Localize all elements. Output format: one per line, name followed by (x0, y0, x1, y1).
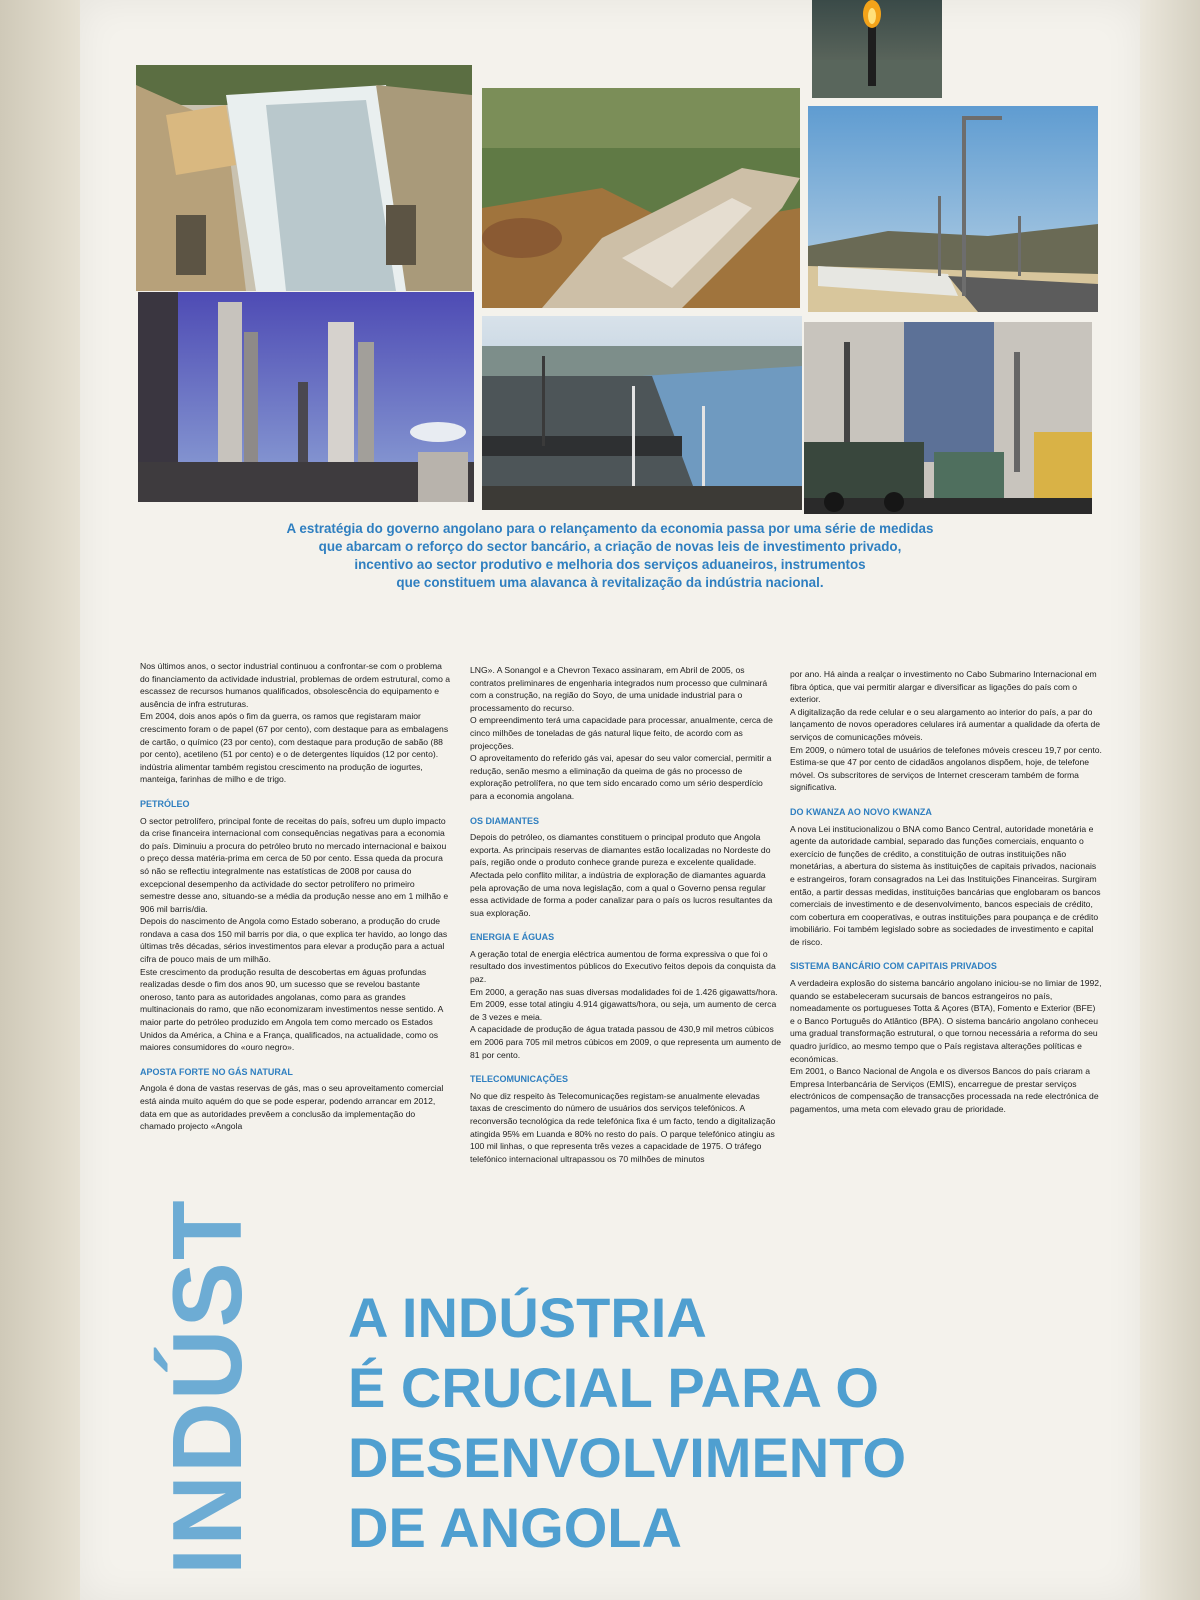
photo-river-canyon (482, 88, 800, 308)
paragraph: Em 2001, o Banco Nacional de Angola e os diversos Bancos do país criaram a Empresa Interbancária de Serviços (EMIS), encarregue de prestar serviços electrónicos de compensação de transacções processada na rede electrónica de pagamentos, uma meta com elevado grau de prioridade. (790, 1066, 1099, 1114)
section-heading-gas: APOSTA FORTE NO GÁS NATURAL (140, 1066, 293, 1077)
paragraph: A nova Lei institucionalizou o BNA como Banco Central, autoridade monetária e agente da autoridade cambial, separado das funções comerciais, enquanto o exercício de funções de crédito, a constituição de outras instituições não monetárias, a abertura do sistema às instituições de capitais privados, nacionais e estrangeiros, foram consagrados na Lei das Instituições Financeiras. Surgiram então, a partir dessas medidas, instituições bancárias que englobaram os bancos comerciais de investimento e de desenvolvimento, bancos especiais de crédito, com cobertura em cooperativas, e outras instituições para poupança e de crédito imobiliário. Foi também legislado sobre as sociedades de investimento e capital de risco. (790, 823, 1101, 947)
text-column-1 (140, 660, 452, 1133)
photo-refinery (138, 292, 474, 502)
section-heading-energia: ENERGIA E ÁGUAS (470, 932, 555, 943)
paragraph: A verdadeira explosão do sistema bancário angolano iniciou-se no limiar de 1992, quando se estabeleceram sucursais de bancos estrangeiros no país, nomeadamente os portugueses Totta & Açores (BTA), Fomento e Exterior (BFE) e o Banco Português do Atlântico (BPA). O sistema bancário angolano conheceu uma gradual transformação estrutural, o que tornou necessária a reforma do seu quadro jurídico, ao mesmo tempo que o País registava alterações políticas e económicas. (790, 978, 1102, 1064)
paragraph: Angola é dona de vastas reservas de gás, mas o seu aproveitamento comercial está ainda muito aquém do que se pode esperar, podendo arrancar em 2012, data em que as autoridades prevêem a conclusão da implementação do chamado projecto «Angola (140, 1083, 444, 1132)
wall-left (0, 0, 80, 1600)
paragraph: Em 2000, a geração nas suas diversas modalidades foi de 1.426 gigawatts/hora. Em 2009, esse total atingiu 4.914 gigawatts/hora, ou seja, um aumento de cerca de 3 vezes e meia. (470, 986, 778, 1022)
vertical-word: INDÚST (152, 1198, 262, 1575)
paragraph: Este crescimento da produção resulta de descobertas em águas profundas realizadas desde o fim dos anos 90, um sucesso que se revelou bastante oneroso, tanto para as autoridades angolanas, como para as grandes multinacionais do ramo, que não economizaram investimentos nesse sentido. A maior parte do petróleo produzido em Angola tem como mercado os Estados Unidos da América, a China e a França, qualificados, na actualidade, como os maiores consumidores do «ouro negro». (140, 966, 443, 1053)
photo-trucks-cranes (804, 322, 1092, 514)
section-heading-petroleo: PETRÓLEO (140, 798, 190, 809)
text-column-2 (470, 664, 782, 1165)
paragraph: O aproveitamento do referido gás vai, apesar do seu valor comercial, permitir a redução, senão mesmo a eliminação da queima de gás no processo de exploração petrolífera, no que tem sido encarado como um sério desperdício para a economia angolana. (470, 753, 772, 801)
paragraph: Em 2009, o número total de usuários de telefones móveis cresceu 19,7 por cento. Estima-se que 47 por cento de cidadãos angolanos dispõem, hoje, de telefone móvel. Os subscritores de serviços de Internet cresceram também de forma significativa. (790, 744, 1102, 793)
section-heading-diamantes: OS DIAMANTES (470, 815, 540, 826)
paragraph: Depois do nascimento de Angola como Estado soberano, a produção do crude rondava a casa dos 150 mil barris por dia, o que explica ter havido, ao longo das últimas três décadas, sérios investimentos para elevar a produção para a actual cifra de pouco mais de um milhão. (140, 916, 448, 965)
section-heading-kwanza: DO KWANZA AO NOVO KWANZA (790, 806, 932, 817)
headline-line: DESENVOLVIMENTO (348, 1426, 907, 1489)
paragraph: A geração total de energia eléctrica aumentou de forma expressiva o que foi o resultado dos investimentos públicos do Executivo feitos depois da conquista da paz. (470, 948, 776, 985)
headline (348, 1283, 1048, 1563)
paragraph: Afectada pelo conflito militar, a indústria de exploração de diamantes aguarda pela aprovação de uma nova legislação, com a qual o Governo pensa regular essa actividade de forma a poder canalizar para o país os lucros resultantes da sua exploração. (470, 869, 773, 918)
wall-right (1140, 0, 1200, 1600)
intro-line: que constituem uma alavanca à revitalização da indústria nacional. (396, 575, 824, 590)
paragraph: Depois do petróleo, os diamantes constituem o principal produto que Angola exporta. As principais reservas de diamantes estão localizadas no Nordeste do país, região onde o produto conhece grande pureza e excelente qualidade. (470, 832, 771, 868)
photo-port-ships (482, 316, 802, 510)
photo-dam-spillway (136, 65, 472, 291)
intro-text (230, 520, 990, 592)
paragraph: por ano. Há ainda a realçar o investimento no Cabo Submarino Internacional em fibra óptica, que vai permitir alargar e diversificar as ligações do país com o exterior. (790, 669, 1097, 705)
headline-line: É CRUCIAL PARA O (348, 1356, 879, 1419)
section-heading-telecom: TELECOMUNICAÇÕES (470, 1074, 569, 1085)
paragraph: No que diz respeito às Telecomunicações registam-se anualmente elevadas taxas de crescimento do número de usuários dos serviços telefónicos. A reconversão tecnológica da rede telefónica fixa é um facto, tendo a digitalização atingida 95% em Luanda e 80% no resto do país. O parque telefónico atingiu as 100 mil linhas, o que representa três vezes a capacidade de 1975. O tráfego telefónico internacional ultrapassou os 70 milhões de minutos (470, 1090, 776, 1164)
paragraph: Em 2004, dois anos após o fim da guerra, os ramos que registaram maior crescimento foram o de papel (67 por cento), com destaque para as embalagens de cartão, o químico (23 por cento), com destaque para produção de sabão (88 por cento), acetileno (51 por cento) e o de detergentes líquidos (12 por cento). indústria alimentar também registou crescimento na produção de iogurtes, manteiga, farinhas de milho e de trigo. (140, 711, 449, 785)
intro-line: A estratégia do governo angolano para o relançamento da economia passa por uma série de medidas (286, 521, 934, 536)
paragraph: LNG». A Sonangol e a Chevron Texaco assinaram, em Abril de 2005, os contratos preliminares de engenharia integrados num processo que culminará com a construção, na região do Soyo, de uma unidade industrial para o processamento do recurso. (470, 665, 768, 713)
intro-line: que abarcam o reforço do sector bancário, a criação de novas leis de investimento privado, (318, 539, 902, 554)
paragraph: O empreendimento terá uma capacidade para processar, anualmente, cerca de cinco milhões de toneladas de gás natural lique feito, de acordo com as projecções. (470, 715, 773, 751)
photo-gas-flare (812, 0, 942, 98)
paragraph: A capacidade de produção de água tratada passou de 430,9 mil metros cúbicos em 2006 para 705 mil metros cúbicos em 2009, o que representa um aumento de 81 por cento. (470, 1024, 781, 1060)
headline-line: DE ANGOLA (348, 1496, 682, 1559)
paragraph: A digitalização da rede celular e o seu alargamento ao interior do país, a par do lançamento de novos operadores celulares irá aumentar a qualidade da oferta de serviços de comunicações móveis. (790, 706, 1101, 742)
section-heading-sistema: SISTEMA BANCÁRIO COM CAPITAIS PRIVADOS (790, 961, 997, 972)
photo-bridge-road (808, 106, 1098, 312)
headline-line: A INDÚSTRIA (348, 1286, 707, 1349)
text-column-3 (790, 668, 1102, 1116)
intro-line: incentivo ao sector produtivo e melhoria dos serviços aduaneiros, instrumentos (354, 557, 866, 572)
paragraph: O sector petrolífero, principal fonte de receitas do país, sofreu um duplo impacto da crise financeira internacional com consequências negativas para a economia do país. Diminuiu a procura do petróleo bruto no mercado internacional e baixou o preço dessa matéria-prima em cerca de 50 por cento. Essa queda da procura só não se reflectiu integralmente nas estatísticas de 2008 por causa do excepcional desempenho da actividade do sector petrolífero no primeiro semestre desse ano, situando-se a média da produção nesse ano em 1 milhão e 906 mil barris/dia. (140, 815, 449, 914)
paragraph: Nos últimos anos, o sector industrial continuou a confrontar-se com o problema do financiamento da actividade industrial, problemas de ordem estrutural, como a escassez de recursos humanos qualificados, obsolescência do equipamento e ausência de infra estruturas. (140, 661, 451, 709)
